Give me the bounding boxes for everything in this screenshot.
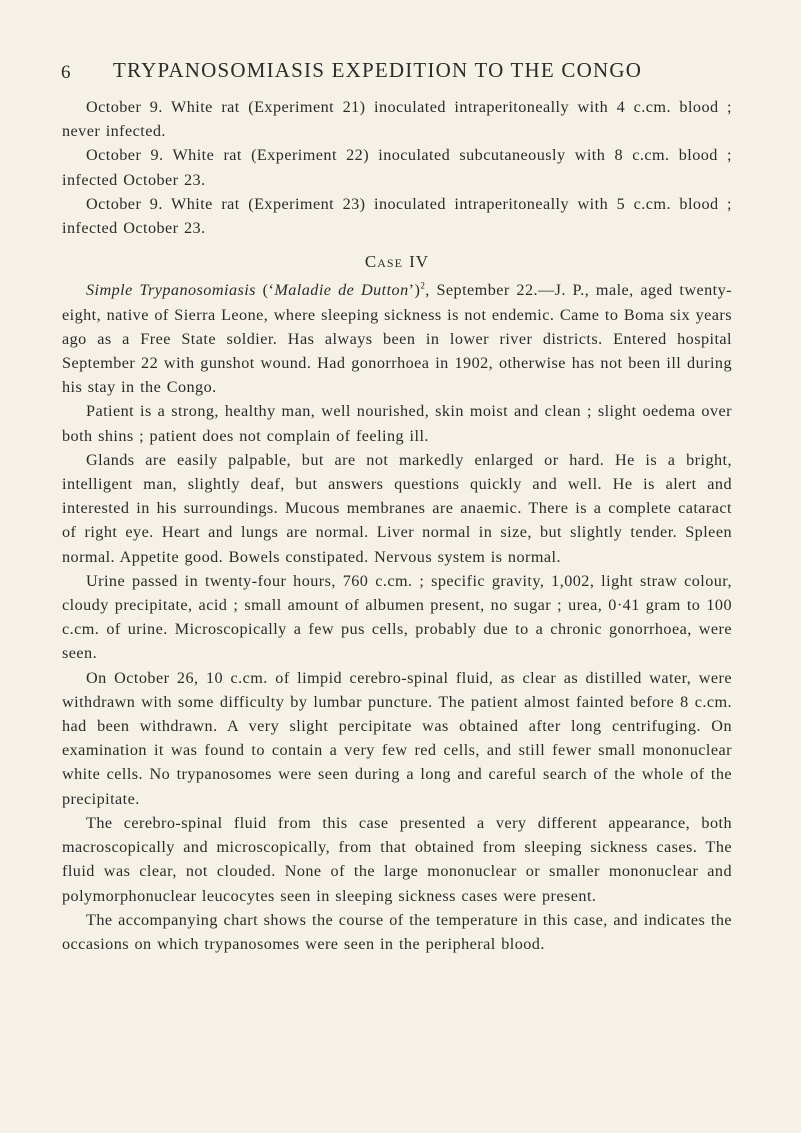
case-paragraph: Urine passed in twenty-four hours, 760 c.cm. ; specific gravity, 1,002, light straw colour, cloudy precipitate, acid ; small amount of albumen present, no sugar ; urea, 0·41 gram to 100 c.cm. of urine. Microscopically a few pus cells, probably due to a chronic gonorrhoea, were seen. <box>62 571 732 663</box>
footnote-marker: 2 <box>420 281 426 292</box>
case-paragraph: The cerebro-spinal fluid from this case presented a very different appearance, both macroscopically and microscopically, from that obtained from sleeping sickness cases. The fluid was clear, not clouded. None of the large mononuclear or smaller mononuclear and polymorphonuclear leucocytes seen in sleeping sickness cases were present. <box>62 813 732 905</box>
case-title-paren-close: ’) <box>408 281 421 300</box>
case-intro-paragraph <box>62 278 732 399</box>
case-paragraph: Glands are easily palpable, but are not markedly enlarged or hard. He is a bright, intelligent man, slightly deaf, but answers questions quickly and well. He is alert and interested in his surroundings. Mucous membranes are anaemic. There is a complete cataract of right eye. Heart and lungs are normal. Liver normal in size, but slightly tender. Spleen normal. Appetite good. Bowels constipated. Nervous system is normal. <box>62 450 732 566</box>
case-paragraph: The accompanying chart shows the course of the temperature in this case, and indicates the occasions on which trypanosomes were seen in the peripheral blood. <box>62 910 732 953</box>
experiment-paragraph: October 9. White rat (Experiment 23) inoculated intraperitoneally with 5 c.cm. blood ; infected October 23. <box>62 194 732 238</box>
page-number: 6 <box>61 62 71 83</box>
case-title-italic: Simple Trypanosomiasis <box>86 281 256 300</box>
body-text <box>62 95 732 956</box>
case-title-paren-open: (‘ <box>255 281 275 300</box>
experiment-paragraph: October 9. White rat (Experiment 22) inoculated subcutaneously with 8 c.cm. blood ; infected October 23. <box>62 146 732 189</box>
case-intro-text: , September 22.—J. P., male, aged twenty-eight, native of Sierra Leone, where sleeping sickness is not endemic. Came to Boma six years ago as a Free State soldier. Has always been in lower river districts. Entered hospital September 22 with gunshot wound. Had gonorrhoea in 1902, otherwise has not been ill during his stay in the Congo. <box>62 281 733 397</box>
page-header <box>61 58 761 88</box>
running-title: TRYPANOSOMIASIS EXPEDITION TO THE CONGO <box>113 58 643 82</box>
experiment-paragraph: October 9. White rat (Experiment 21) inoculated intraperitoneally with 4 c.cm. blood ; never infected. <box>62 98 732 141</box>
case-title-italic-2: Maladie de Dutton <box>274 281 409 300</box>
case-paragraph: Patient is a strong, healthy man, well nourished, skin moist and clean ; slight oedema over both shins ; patient does not complain of feeling ill. <box>62 402 732 445</box>
case-paragraph: On October 26, 10 c.cm. of limpid cerebro-spinal fluid, as clear as distilled water, were withdrawn with some difficulty by lumbar puncture. The patient almost fainted before 8 c.cm. had been withdrawn. A very slight percipitate was obtained after long centrifuging. On examination it was found to contain a very few red cells, and still fewer small mononuclear white cells. No trypanosomes were seen during a long and careful search of the whole of the precipitate. <box>62 668 732 808</box>
case-heading: Case IV <box>364 252 430 272</box>
